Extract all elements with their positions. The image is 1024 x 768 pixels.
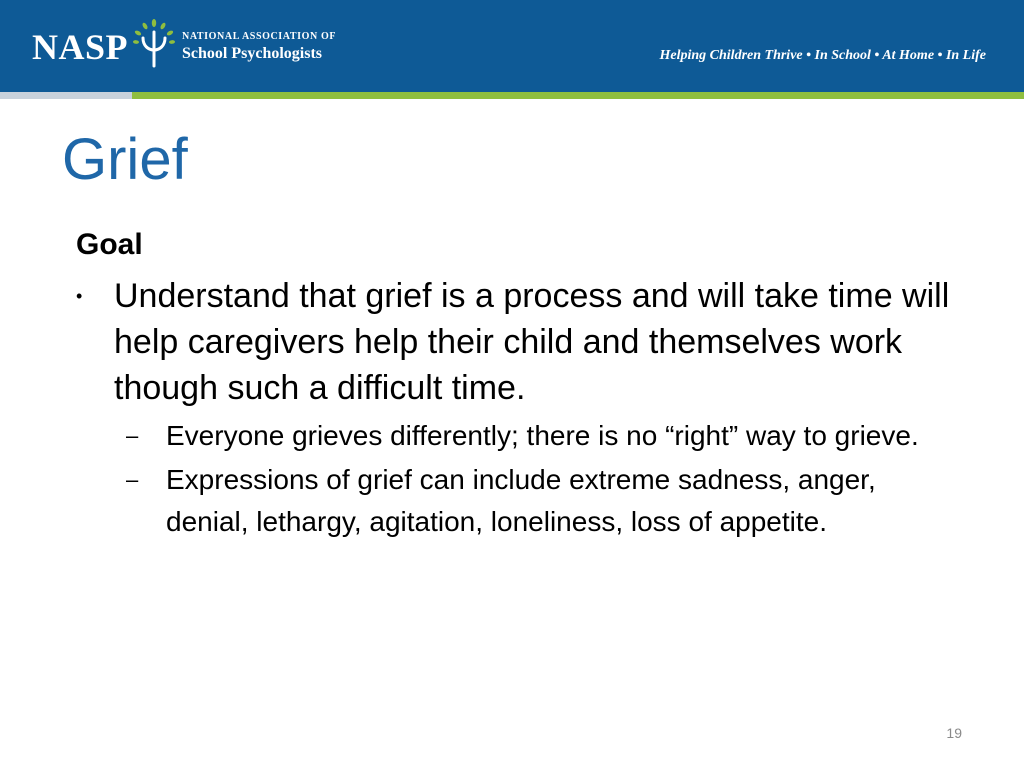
nasp-logo[interactable] (32, 24, 336, 70)
goal-heading: Goal (76, 228, 143, 261)
dash-marker: – (126, 423, 139, 448)
sub-bullet-item (76, 459, 956, 543)
dash-marker: – (126, 467, 139, 492)
header-accent-stripe-left (0, 92, 132, 99)
sub-bullet-text: Everyone grieves differently; there is no “right” way to grieve. (166, 420, 919, 451)
slide-body (76, 225, 956, 545)
main-bullet (76, 273, 956, 411)
sub-bullet-list (76, 415, 956, 543)
logo-organization-name (182, 30, 336, 64)
sub-bullet-item (76, 415, 956, 457)
main-bullet-text: Understand that grief is a process and will take time will help caregivers help their child and themselves work though such a difficult time. (114, 277, 950, 407)
header-banner (0, 0, 1024, 92)
logo-org-line2: School Psychologists (182, 45, 323, 62)
header-accent-stripe (0, 92, 1024, 99)
slide-title: Grief (62, 127, 188, 192)
sub-bullet-text: Expressions of grief can include extreme sadness, anger, denial, lethargy, agitation, loneliness, loss of appetite. (166, 464, 876, 537)
logo-wordmark: NASP (32, 27, 129, 67)
logo-org-line1: NATIONAL ASSOCIATION OF (182, 31, 337, 42)
psi-tree-icon (130, 18, 178, 70)
page-number: 19 (946, 725, 962, 741)
bullet-marker: • (76, 286, 83, 306)
header-tagline: Helping Children Thrive • In School • At Home • In Life (659, 48, 986, 63)
